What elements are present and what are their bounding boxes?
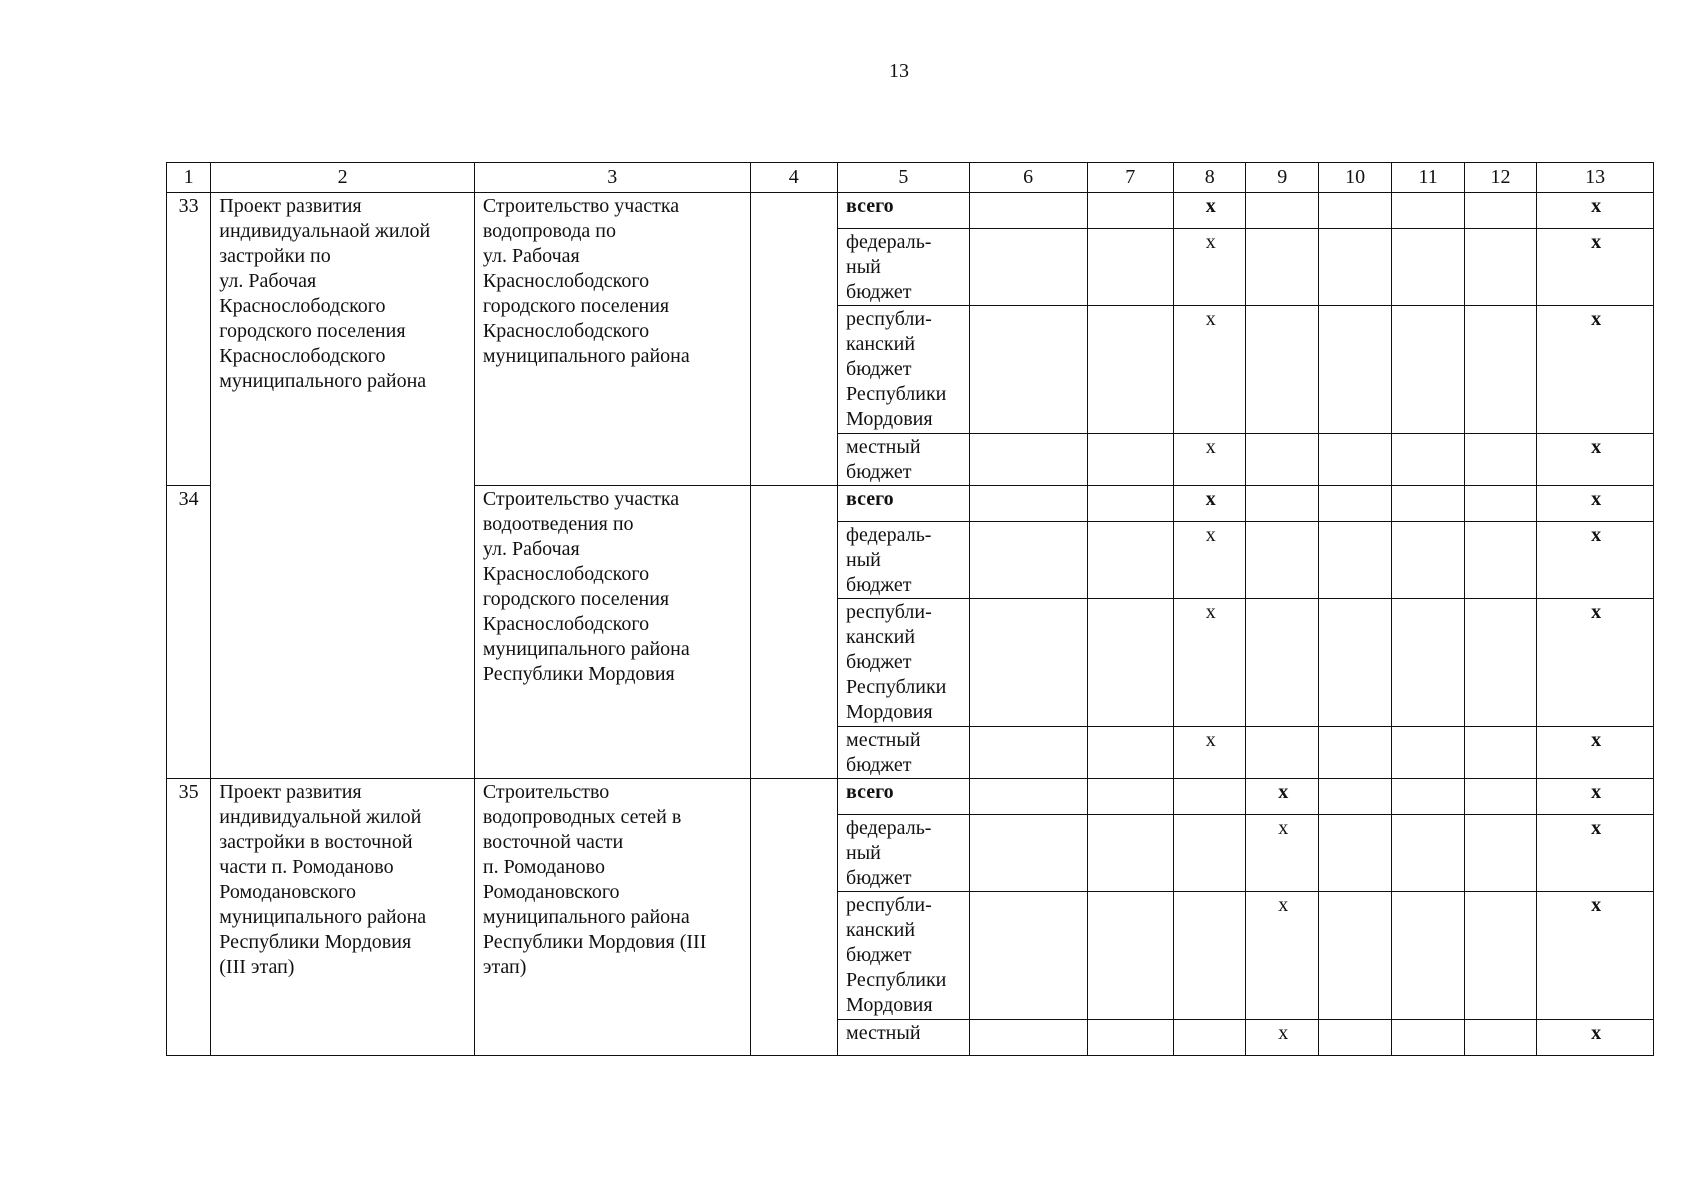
empty-cell (1392, 306, 1464, 434)
empty-cell (1318, 522, 1391, 599)
mark-col-8: x (1174, 434, 1246, 486)
empty-cell (1087, 193, 1174, 229)
empty-cell (750, 486, 838, 779)
funding-source-total: всего (838, 193, 970, 229)
empty-cell (1464, 1020, 1536, 1056)
mark-col-8: x (1174, 727, 1246, 779)
row-number: 34 (167, 486, 211, 779)
empty-cell (1464, 892, 1536, 1020)
mark-col-9: x (1246, 1020, 1318, 1056)
mark-col-13: x (1537, 229, 1654, 306)
col-header-4: 4 (750, 163, 838, 193)
mark-col-13: x (1537, 1020, 1654, 1056)
empty-cell (1392, 727, 1464, 779)
funding-source-federal: федераль- ный бюджет (838, 522, 970, 599)
empty-cell (1246, 599, 1318, 727)
column-number-row (167, 163, 1654, 193)
empty-cell (1318, 1020, 1391, 1056)
empty-cell (969, 892, 1087, 1020)
empty-cell (969, 815, 1087, 892)
empty-cell (969, 434, 1087, 486)
mark-col-8: x (1174, 306, 1246, 434)
empty-cell (1087, 522, 1174, 599)
empty-cell (1087, 229, 1174, 306)
budget-table (166, 162, 1654, 1056)
row-number: 35 (167, 779, 211, 1056)
empty-cell (1087, 434, 1174, 486)
col-header-11: 11 (1392, 163, 1464, 193)
col-header-9: 9 (1246, 163, 1318, 193)
empty-cell (1318, 193, 1391, 229)
empty-cell (1318, 599, 1391, 727)
empty-cell (969, 193, 1087, 229)
empty-cell (1246, 434, 1318, 486)
empty-cell (750, 193, 838, 486)
empty-cell (1087, 1020, 1174, 1056)
mark-col-13: x (1537, 434, 1654, 486)
mark-col-13: x (1537, 599, 1654, 727)
empty-cell (1246, 193, 1318, 229)
empty-cell (969, 522, 1087, 599)
project-name: Проект развития индивидуальной жилой застройки в восточной части п. Ромоданово Ромодановского муниципального района Республики Мордовия (III этап) (211, 779, 475, 1056)
empty-cell (969, 306, 1087, 434)
mark-col-13: x (1537, 727, 1654, 779)
col-header-7: 7 (1087, 163, 1174, 193)
empty-cell (1087, 727, 1174, 779)
mark-col-13: x (1537, 306, 1654, 434)
funding-source-local: местный бюджет (838, 727, 970, 779)
mark-col-8: x (1174, 599, 1246, 727)
empty-cell (1464, 815, 1536, 892)
empty-cell (1464, 599, 1536, 727)
mark-col-13: x (1537, 193, 1654, 229)
col-header-3: 3 (474, 163, 750, 193)
empty-cell (969, 599, 1087, 727)
page-number: 13 (889, 60, 909, 82)
empty-cell (1392, 229, 1464, 306)
empty-cell (1464, 486, 1536, 522)
mark-col-8: x (1174, 522, 1246, 599)
col-header-10: 10 (1318, 163, 1391, 193)
empty-cell (1246, 522, 1318, 599)
funding-source-republic: республи- канский бюджет Республики Мордовия (838, 892, 970, 1020)
empty-cell (750, 779, 838, 1056)
funding-source-republic: республи- канский бюджет Республики Мордовия (838, 599, 970, 727)
empty-cell (1174, 779, 1246, 815)
mark-col-13: x (1537, 815, 1654, 892)
funding-source-republic: республи- канский бюджет Республики Мордовия (838, 306, 970, 434)
col-header-2: 2 (211, 163, 475, 193)
col-header-1: 1 (167, 163, 211, 193)
empty-cell (1174, 815, 1246, 892)
empty-cell (1087, 892, 1174, 1020)
empty-cell (1392, 434, 1464, 486)
empty-cell (1464, 779, 1536, 815)
empty-cell (969, 229, 1087, 306)
object-name: Строительство участка водопровода по ул. Рабочая Краснослободского городского поселения Краснослободского муниципального района (474, 193, 750, 486)
empty-cell (1087, 815, 1174, 892)
empty-cell (1087, 486, 1174, 522)
empty-cell (1087, 779, 1174, 815)
funding-source-local: местный (838, 1020, 970, 1056)
empty-cell (1246, 727, 1318, 779)
empty-cell (1464, 193, 1536, 229)
funding-source-local: местный бюджет (838, 434, 970, 486)
empty-cell (1318, 727, 1391, 779)
mark-col-8: x (1174, 486, 1246, 522)
table-row (167, 779, 1654, 815)
empty-cell (1464, 229, 1536, 306)
funding-source-total: всего (838, 486, 970, 522)
empty-cell (1246, 229, 1318, 306)
empty-cell (1392, 486, 1464, 522)
empty-cell (1392, 1020, 1464, 1056)
col-header-5: 5 (838, 163, 970, 193)
mark-col-9: x (1246, 892, 1318, 1020)
funding-source-total: всего (838, 779, 970, 815)
empty-cell (969, 727, 1087, 779)
col-header-6: 6 (969, 163, 1087, 193)
empty-cell (1392, 522, 1464, 599)
mark-col-13: x (1537, 892, 1654, 1020)
empty-cell (1392, 892, 1464, 1020)
empty-cell (1318, 434, 1391, 486)
empty-cell (1087, 306, 1174, 434)
object-name: Строительство водопроводных сетей в восточной части п. Ромоданово Ромодановского муниципального района Республики Мордовия (III этап) (474, 779, 750, 1056)
empty-cell (1318, 229, 1391, 306)
row-number: 33 (167, 193, 211, 486)
project-name: Проект развития индивидуальнаой жилой застройки по ул. Рабочая Краснослободского городского поселения Краснослободского муниципального района (211, 193, 475, 779)
empty-cell (1464, 522, 1536, 599)
mark-col-8: x (1174, 229, 1246, 306)
col-header-13: 13 (1537, 163, 1654, 193)
funding-source-federal: федераль- ный бюджет (838, 229, 970, 306)
empty-cell (1246, 306, 1318, 434)
empty-cell (969, 1020, 1087, 1056)
empty-cell (969, 779, 1087, 815)
col-header-12: 12 (1464, 163, 1536, 193)
empty-cell (1392, 599, 1464, 727)
mark-col-8: x (1174, 193, 1246, 229)
empty-cell (1464, 434, 1536, 486)
mark-col-9: x (1246, 815, 1318, 892)
mark-col-9: x (1246, 779, 1318, 815)
empty-cell (1392, 779, 1464, 815)
mark-col-13: x (1537, 522, 1654, 599)
mark-col-13: x (1537, 779, 1654, 815)
empty-cell (1318, 892, 1391, 1020)
empty-cell (1392, 193, 1464, 229)
empty-cell (1174, 1020, 1246, 1056)
empty-cell (1246, 486, 1318, 522)
table-row (167, 193, 1654, 229)
empty-cell (1392, 815, 1464, 892)
empty-cell (1087, 599, 1174, 727)
col-header-8: 8 (1174, 163, 1246, 193)
empty-cell (1318, 486, 1391, 522)
mark-col-13: x (1537, 486, 1654, 522)
empty-cell (1464, 306, 1536, 434)
empty-cell (1318, 815, 1391, 892)
funding-source-federal: федераль- ный бюджет (838, 815, 970, 892)
empty-cell (1318, 306, 1391, 434)
object-name: Строительство участка водоотведения по ул. Рабочая Краснослободского городского поселения Краснослободского муниципального района Республики Мордовия (474, 486, 750, 779)
empty-cell (1464, 727, 1536, 779)
empty-cell (969, 486, 1087, 522)
empty-cell (1318, 779, 1391, 815)
empty-cell (1174, 892, 1246, 1020)
